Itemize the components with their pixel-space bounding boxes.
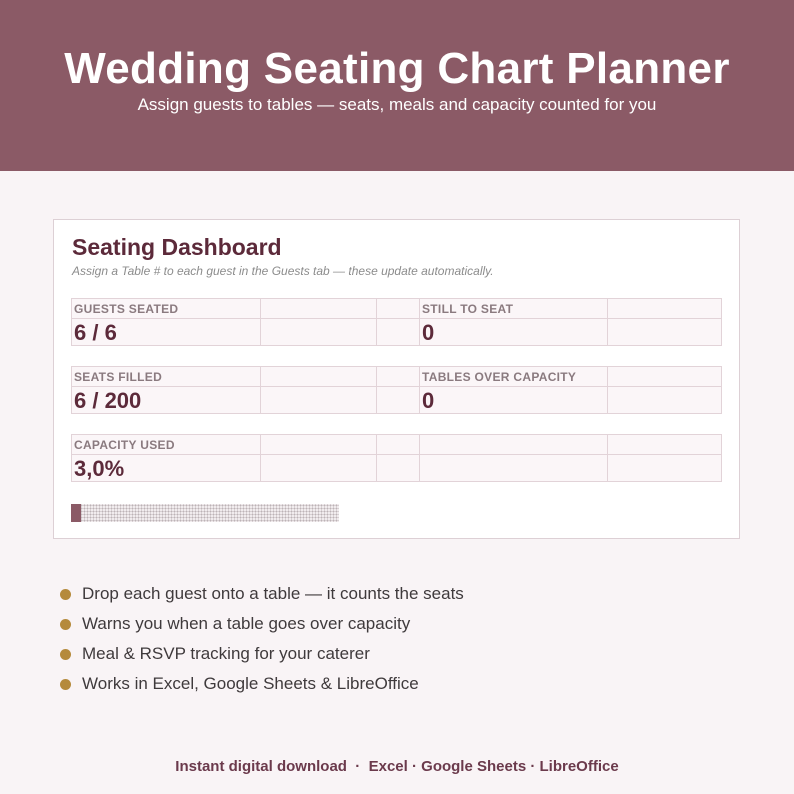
grid-line	[72, 454, 721, 455]
footer-note: Instant digital download · Excel · Google Sheets · LibreOffice	[175, 758, 619, 775]
bullet-dot-icon	[60, 679, 71, 690]
grid-line	[419, 299, 420, 345]
grid-line	[376, 435, 377, 481]
dashboard-note: Assign a Table # to each guest in the Guests tab — these update automatically.	[72, 264, 494, 278]
grid-line	[376, 367, 377, 413]
guests-seated-label: GUESTS SEATED	[74, 302, 179, 316]
grid-line	[607, 435, 608, 481]
guests-seated-value[interactable]: 6 / 6	[74, 320, 117, 345]
capacity-used-value[interactable]: 3,0%	[74, 456, 125, 481]
bullet-dot-icon	[60, 589, 71, 600]
bullet-dot-icon	[60, 649, 71, 660]
feature-item	[60, 643, 464, 673]
grid-line	[607, 299, 608, 345]
grid-line	[376, 299, 377, 345]
seats-filled-value[interactable]: 6 / 200	[74, 388, 142, 413]
grid-line	[607, 367, 608, 413]
page-subtitle: Assign guests to tables — seats, meals and capacity counted for you	[137, 95, 657, 114]
feature-list	[60, 583, 464, 703]
grid-line	[260, 367, 261, 413]
feature-item	[60, 613, 464, 643]
grid-line	[419, 435, 420, 481]
stats-row-capacity	[71, 434, 722, 482]
feature-item	[60, 583, 464, 613]
dashboard-title: Seating Dashboard	[72, 234, 282, 260]
page-title: Wedding Seating Chart Planner	[64, 44, 730, 93]
tables-over-capacity-value[interactable]: 0	[422, 388, 435, 413]
bullet-dot-icon	[60, 619, 71, 630]
grid-line	[260, 435, 261, 481]
feature-text: Works in Excel, Google Sheets & LibreOffice	[82, 674, 419, 693]
still-to-seat-label: STILL TO SEAT	[422, 302, 514, 316]
grid-line	[419, 367, 420, 413]
feature-text: Drop each guest onto a table — it counts the seats	[82, 584, 464, 603]
feature-text: Meal & RSVP tracking for your caterer	[82, 644, 370, 663]
feature-text: Warns you when a table goes over capacity	[82, 614, 411, 633]
still-to-seat-value[interactable]: 0	[422, 320, 435, 345]
feature-item	[60, 673, 464, 703]
capacity-progress-bar	[71, 504, 339, 522]
tables-over-capacity-label: TABLES OVER CAPACITY	[422, 370, 577, 384]
seats-filled-label: SEATS FILLED	[74, 370, 163, 384]
header-banner	[0, 0, 794, 171]
capacity-progress-fill	[71, 504, 81, 522]
stats-row-guests	[71, 298, 722, 346]
grid-line	[72, 386, 721, 387]
stats-row-seats	[71, 366, 722, 414]
grid-line	[72, 318, 721, 319]
grid-line	[260, 299, 261, 345]
capacity-used-label: CAPACITY USED	[74, 438, 175, 452]
seating-dashboard-card	[53, 219, 740, 539]
